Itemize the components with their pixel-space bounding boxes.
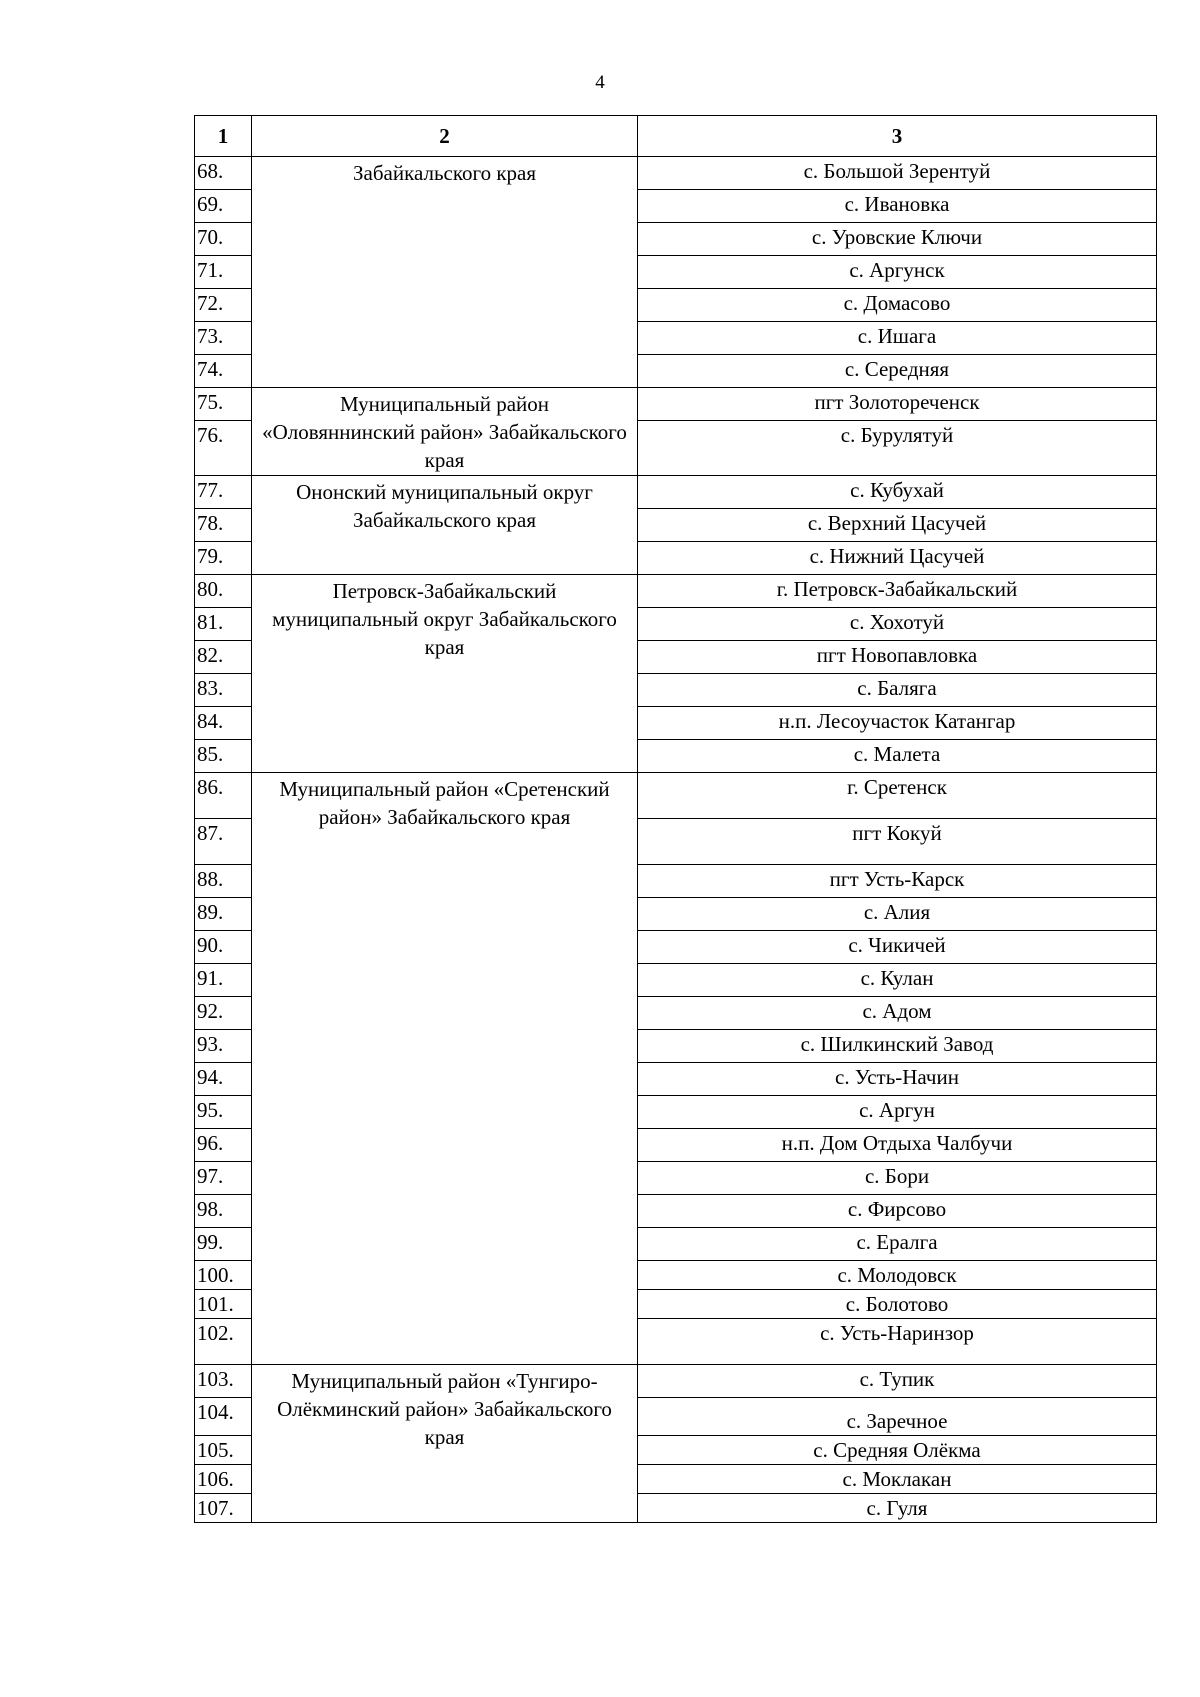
settlement-cell: н.п. Дом Отдыха Чалбучи [638, 1129, 1157, 1162]
row-number: 71. [195, 256, 252, 289]
settlement-cell: пгт Новопавловка [638, 641, 1157, 674]
row-number: 105. [195, 1436, 252, 1465]
settlement-cell: с. Аргун [638, 1096, 1157, 1129]
settlement-cell: с. Верхний Цасучей [638, 509, 1157, 542]
settlement-cell: с. Гуля [638, 1494, 1157, 1523]
district-cell: Забайкальского края [252, 157, 638, 388]
settlement-cell: с. Средняя Олёкма [638, 1436, 1157, 1465]
row-number: 68. [195, 157, 252, 190]
row-number: 75. [195, 388, 252, 421]
settlement-cell: с. Бурулятуй [638, 421, 1157, 476]
settlement-cell: н.п. Лесоучасток Катангар [638, 707, 1157, 740]
row-number: 72. [195, 289, 252, 322]
settlement-cell: с. Заречное [638, 1398, 1157, 1436]
table-row [195, 773, 1157, 819]
settlement-cell: с. Ишага [638, 322, 1157, 355]
row-number: 99. [195, 1228, 252, 1261]
column-header-1: 1 [195, 116, 252, 157]
row-number: 107. [195, 1494, 252, 1523]
row-number: 78. [195, 509, 252, 542]
settlement-cell: с. Баляга [638, 674, 1157, 707]
row-number: 84. [195, 707, 252, 740]
table-row [195, 476, 1157, 509]
settlement-cell: с. Усть-Наринзор [638, 1319, 1157, 1365]
settlement-cell: с. Домасово [638, 289, 1157, 322]
table-row [195, 157, 1157, 190]
settlement-cell: с. Чикичей [638, 931, 1157, 964]
row-number: 80. [195, 575, 252, 608]
settlement-cell: пгт Усть-Карск [638, 865, 1157, 898]
settlement-cell: с. Кулан [638, 964, 1157, 997]
settlement-cell: с. Молодовск [638, 1261, 1157, 1290]
row-number: 97. [195, 1162, 252, 1195]
settlement-cell: с. Уровские Ключи [638, 223, 1157, 256]
settlement-cell: с. Тупик [638, 1365, 1157, 1398]
row-number: 83. [195, 674, 252, 707]
row-number: 101. [195, 1290, 252, 1319]
district-cell: Муниципальный район «Тунгиро-Олёкминский район» Забайкальского края [252, 1365, 638, 1523]
row-number: 81. [195, 608, 252, 641]
settlement-cell: г. Сретенск [638, 773, 1157, 819]
row-number: 92. [195, 997, 252, 1030]
row-number: 79. [195, 542, 252, 575]
settlement-cell: с. Середняя [638, 355, 1157, 388]
district-cell: Муниципальный район «Сретенский район» Забайкальского края [252, 773, 638, 1365]
table-row [195, 1365, 1157, 1398]
row-number: 89. [195, 898, 252, 931]
row-number: 96. [195, 1129, 252, 1162]
district-cell: Ононский муниципальный округ Забайкальского края [252, 476, 638, 575]
row-number: 74. [195, 355, 252, 388]
row-number: 85. [195, 740, 252, 773]
settlement-cell: с. Хохотуй [638, 608, 1157, 641]
settlement-cell: с. Ералга [638, 1228, 1157, 1261]
row-number: 77. [195, 476, 252, 509]
table-row [195, 575, 1157, 608]
settlement-cell: г. Петровск-Забайкальский [638, 575, 1157, 608]
row-number: 91. [195, 964, 252, 997]
row-number: 76. [195, 421, 252, 476]
row-number: 94. [195, 1063, 252, 1096]
settlement-cell: с. Большой Зерентуй [638, 157, 1157, 190]
row-number: 102. [195, 1319, 252, 1365]
row-number: 93. [195, 1030, 252, 1063]
row-number: 104. [195, 1398, 252, 1436]
row-number: 87. [195, 819, 252, 865]
row-number: 88. [195, 865, 252, 898]
column-header-3: 3 [638, 116, 1157, 157]
settlement-cell: с. Усть-Начин [638, 1063, 1157, 1096]
row-number: 86. [195, 773, 252, 819]
row-number: 100. [195, 1261, 252, 1290]
district-cell: Муниципальный район «Оловяннинский район» Забайкальского края [252, 388, 638, 476]
table-header-row [195, 116, 1157, 157]
row-number: 82. [195, 641, 252, 674]
settlement-cell: с. Шилкинский Завод [638, 1030, 1157, 1063]
settlement-cell: с. Бори [638, 1162, 1157, 1195]
settlement-cell: с. Ивановка [638, 190, 1157, 223]
row-number: 69. [195, 190, 252, 223]
row-number: 106. [195, 1465, 252, 1494]
table-row [195, 388, 1157, 421]
settlement-cell: пгт Кокуй [638, 819, 1157, 865]
row-number: 98. [195, 1195, 252, 1228]
settlement-cell: с. Фирсово [638, 1195, 1157, 1228]
settlement-cell: пгт Золотореченск [638, 388, 1157, 421]
row-number: 70. [195, 223, 252, 256]
row-number: 95. [195, 1096, 252, 1129]
settlement-cell: с. Болотово [638, 1290, 1157, 1319]
row-number: 103. [195, 1365, 252, 1398]
settlement-cell: с. Моклакан [638, 1465, 1157, 1494]
settlement-cell: с. Аргунск [638, 256, 1157, 289]
column-header-2: 2 [252, 116, 638, 157]
settlement-cell: с. Кубухай [638, 476, 1157, 509]
settlement-cell: с. Малета [638, 740, 1157, 773]
settlement-cell: с. Адом [638, 997, 1157, 1030]
row-number: 90. [195, 931, 252, 964]
district-cell: Петровск-Забайкальский муниципальный округ Забайкальского края [252, 575, 638, 773]
page-number: 4 [595, 72, 605, 93]
settlements-table [194, 115, 1157, 1523]
row-number: 73. [195, 322, 252, 355]
settlement-cell: с. Нижний Цасучей [638, 542, 1157, 575]
settlement-cell: с. Алия [638, 898, 1157, 931]
